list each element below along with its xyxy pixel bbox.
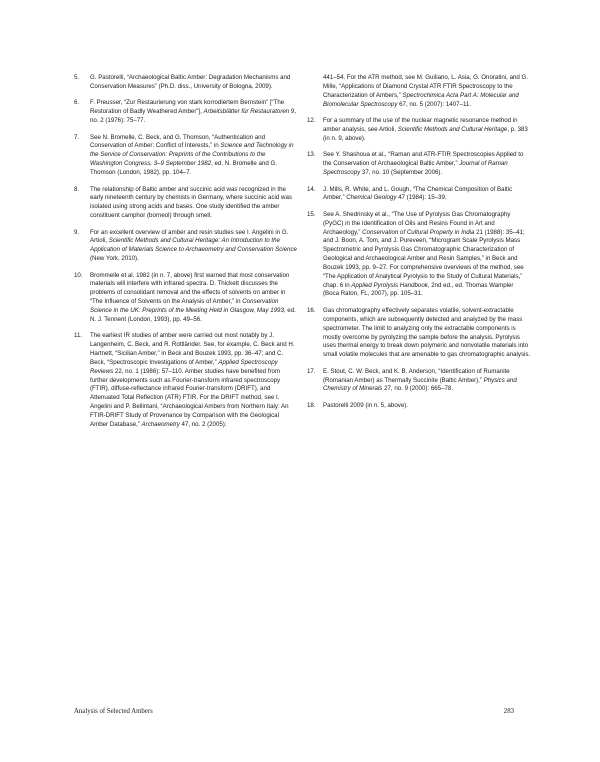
endnote-text-run: , ed. N. Bromelle and G. Thomson (London, 1982), pp. 104–7. (90, 160, 277, 176)
endnote-italic-title: Applied Spectroscopy Reviews (90, 358, 278, 375)
page-number: 283 (503, 708, 514, 715)
endnote-text-run: 22, no. 1 (1986): 57–110. Amber studies have benefited from further developments such as Fourier-transform infrared spectroscopy (FTIR), diffuse-reflectance infrared Fourier-transform (DRIFT), and Attenuated Total Reflection (ATR) FTIR. For the DRIFT method, see I. Angelini and P. Bellintani, “Archaeological Ambers from Northern Italy: An FTIR-DRIFT Study of Provenance by Comparison with the Geological Amber Database,” (90, 367, 289, 428)
endnote-text-run: 67, no. 5 (2007): 1407–11. (397, 100, 472, 108)
endnote-italic-title: Conservation Science in the UK: Preprints of the Meeting Held in Glasgow, May 1993 (90, 298, 284, 314)
endnote (307, 307, 531, 360)
endnote-text-run: For a summary of the use of the nuclear magnetic resonance method in amber analysis, see Artioli, (323, 117, 518, 133)
endnote-text (323, 402, 531, 411)
endnote-number: 12. (307, 117, 316, 125)
endnote-text (323, 117, 531, 144)
endnote-text-run: The relationship of Baltic amber and succinic acid was recognized in the early nineteenth century by chemists in Germany, where succinic acid was isolated using strong acids and bases. One study identified the amber constituent camphor (borneol) through smell. (90, 185, 292, 220)
endnote-text-run: G. Pastorelli, “Archaeological Baltic Amber: Degradation Mechanisms and Conservation Measures” (Ph.D. diss., University of Bologna, 2009). (90, 74, 291, 90)
endnote (307, 211, 531, 299)
endnote-italic-title: Physics and Chemistry of Minerals (323, 376, 517, 393)
endnote-text (90, 134, 298, 178)
endnote-italic-title: Scientific Methods and Cultural Heritage: An Introduction to the Application of Materials Science to Archaeometry and Conservation Science (90, 237, 297, 254)
endnote-number: 15. (307, 210, 316, 218)
endnote-number: 9. (74, 228, 80, 236)
endnote-number: 6. (74, 99, 80, 107)
endnote-text (323, 186, 531, 204)
endnote-italic-title: Arbeitsblätter für Restauratoren (203, 108, 290, 116)
endnote (74, 229, 298, 264)
endnote-text (323, 307, 531, 360)
endnote-italic-title: Chemical Geology (346, 194, 397, 202)
endnote-number: 11. (74, 332, 83, 340)
endnote-italic-title: Science and Technology in the Service of Conservation: Preprints of the Contributions to the Washington Congress, 3–9 September 1982 (90, 142, 294, 168)
endnote-text-run: 21 (1988): 35–41; and J. Boon, A. Tom, and J. Pureveen, “Microgram Scale Pyrolysis Mass Spectrometric and Pyrolysis Gas Chromatographic Characterization of Geological and Archaeological Amber and Resin Samples,” in Beck and Bouzek 1993, pp. 9–27. For comprehensive overviews of the method, see “The Application of Analytical Pyrolysis to the Study of Cultural Materials,” chap. 6 in (323, 228, 525, 289)
endnote-number: 18. (307, 401, 316, 409)
endnote-text (90, 99, 298, 126)
endnote-text-run: See N. Bromelle, C. Beck, and G. Thomson, “Authentication and Conservation of Amber: Conflict of Interests,” in (90, 133, 265, 150)
endnote-number: 17. (307, 367, 316, 375)
endnote (74, 74, 298, 92)
endnote-text-run: (New York, 2010). (90, 255, 139, 263)
notes-column-right (307, 74, 531, 419)
endnote-text (90, 186, 298, 221)
endnote-text (90, 229, 298, 264)
endnote-text-run: For an excellent overview of amber and resin studies see I. Angelini in G. Artioli, (90, 228, 289, 245)
endnote (74, 272, 298, 325)
endnote-text-run: Brommelle et al. 1982 (in n. 7, above) first warned that most conservation materials will interfere with infrared spectra. D. Thickett discusses the problems of consolidant removal and the effects of solvents on amber in “The Influence of Solvents on the Analysis of Amber,” in (90, 271, 290, 306)
endnote-number: 14. (307, 185, 316, 193)
endnote-text-run: 441–54. For the ATR method, see M. Guiliano, L. Asia, G. Onoratini, and G. Mille, “Applications of Diamond Crystal ATR FTIR Spectroscopy to the Characterization of Ambers,” (323, 74, 529, 99)
endnote-text-run: 27, no. 9 (2000): 665–78. (382, 385, 454, 393)
endnote-number: 7. (74, 133, 80, 141)
endnote (307, 402, 531, 411)
endnote-text-run: 47 (1984): 15–39. (396, 194, 447, 202)
endnote (74, 99, 298, 126)
endnote-text-run: , 2nd ed., ed. Thomas Wampler (Boca Raton, FL, 2007), pp. 105–31. (323, 281, 514, 298)
endnote-text-run: 47, no. 2 (2005): (179, 420, 227, 428)
endnote (74, 186, 298, 221)
endnote-text (323, 211, 531, 299)
endnote-text (323, 151, 531, 178)
endnote-text (90, 272, 298, 325)
endnote-text-run: See Y. Shashoua et al., “Raman and ATR-FTIR Spectroscopies Applied to the Conservation of Archaeological Baltic Amber,” (323, 151, 524, 168)
endnote-text (323, 74, 531, 109)
endnote (307, 186, 531, 204)
endnote-italic-title: Applied Pyrolysis Handbook (351, 281, 428, 289)
endnote-text-run: See A. Shedrinsky et al., “The Use of Pyrolysis Gas Chromatography (PyGC) in the Identification of Oils and Resins Found in Art and Archaeology,” (323, 210, 511, 236)
endnote-text (90, 332, 298, 429)
endnote-text-run: The earliest IR studies of amber were carried out most notably by J. Langenheim, C. Beck, and R. Rottländer. See, for example, C. Beck and H. Hartnett, “Sicilian Amber,” in Beck and Bouzek 1993, pp. 36–47; and C. Beck, “Spectroscopic Investigations of Amber,” (90, 332, 295, 366)
notes-column-left (74, 74, 298, 437)
endnote-text-run: F. Preusser, “Zur Restaurierung von stark korrodiertem Bernstein” [“The Restoration of Badly Weathered Amber”], (90, 99, 285, 116)
endnote (74, 332, 298, 429)
endnote-text-run: , ed. N. J. Tennent (London, 1993), pp. 49–56. (90, 307, 296, 323)
endnote-number: 16. (307, 307, 316, 314)
endnote-text (90, 74, 298, 92)
endnote-text-run: 37, no. 10 (September 2006). (360, 168, 443, 176)
endnote-text (323, 368, 531, 395)
endnote (307, 74, 531, 109)
endnote-text-run: 9, no. 2 (1976): 75–77. (90, 108, 297, 125)
endnote-number: 10. (74, 271, 83, 279)
endnote-text-run: , p. 383 (in n. 9, above). (323, 125, 528, 142)
endnote (307, 151, 531, 178)
endnote-number: 13. (307, 151, 316, 159)
endnote (307, 368, 531, 395)
endnote (74, 134, 298, 178)
page-footer (74, 708, 514, 720)
endnote-text-run: E. Stout, C. W. Beck, and K. B. Anderson, “Identification of Rumanite (Romanian Amber) as Thermally Succinite (Baltic Amber),” (323, 367, 510, 384)
endnote-italic-title: Spectrochimica Acta Part A: Molecular and Biomolecular Spectroscopy (323, 91, 519, 108)
endnote-text-run: Pastorelli 2009 (in n. 5, above). (323, 401, 408, 409)
endnote-italic-title: Journal of Raman Spectroscopy (323, 160, 508, 176)
endnote-text-run: Gas chromatography effectively separates volatile, solvent-extractable components, which are subsequently detected and analyzed by the mass spectrometer. The limit to analyzing only the extractable components is mostly overcome by pyrolyzing the sample before the analysis. Pyrolysis uses thermal energy to break down polymeric and nonvolatile materials into small volatile molecules that are amenable to gas chromatographic analysis. (323, 307, 531, 359)
endnote-italic-title: Scientific Methods and Cultural Heritage (397, 125, 508, 133)
endnote-text-run: J. Mills, R. White, and L. Gough, “The Chemical Composition of Baltic Amber,” (323, 185, 513, 202)
endnote-italic-title: Archaeometry (141, 420, 180, 428)
endnote (307, 117, 531, 144)
endnote-italic-title: Conservation of Cultural Property in India (362, 228, 475, 236)
endnote-number: 5. (74, 74, 80, 81)
running-title: Analysis of Selected Ambers (74, 708, 153, 715)
endnote-number: 8. (74, 185, 80, 193)
